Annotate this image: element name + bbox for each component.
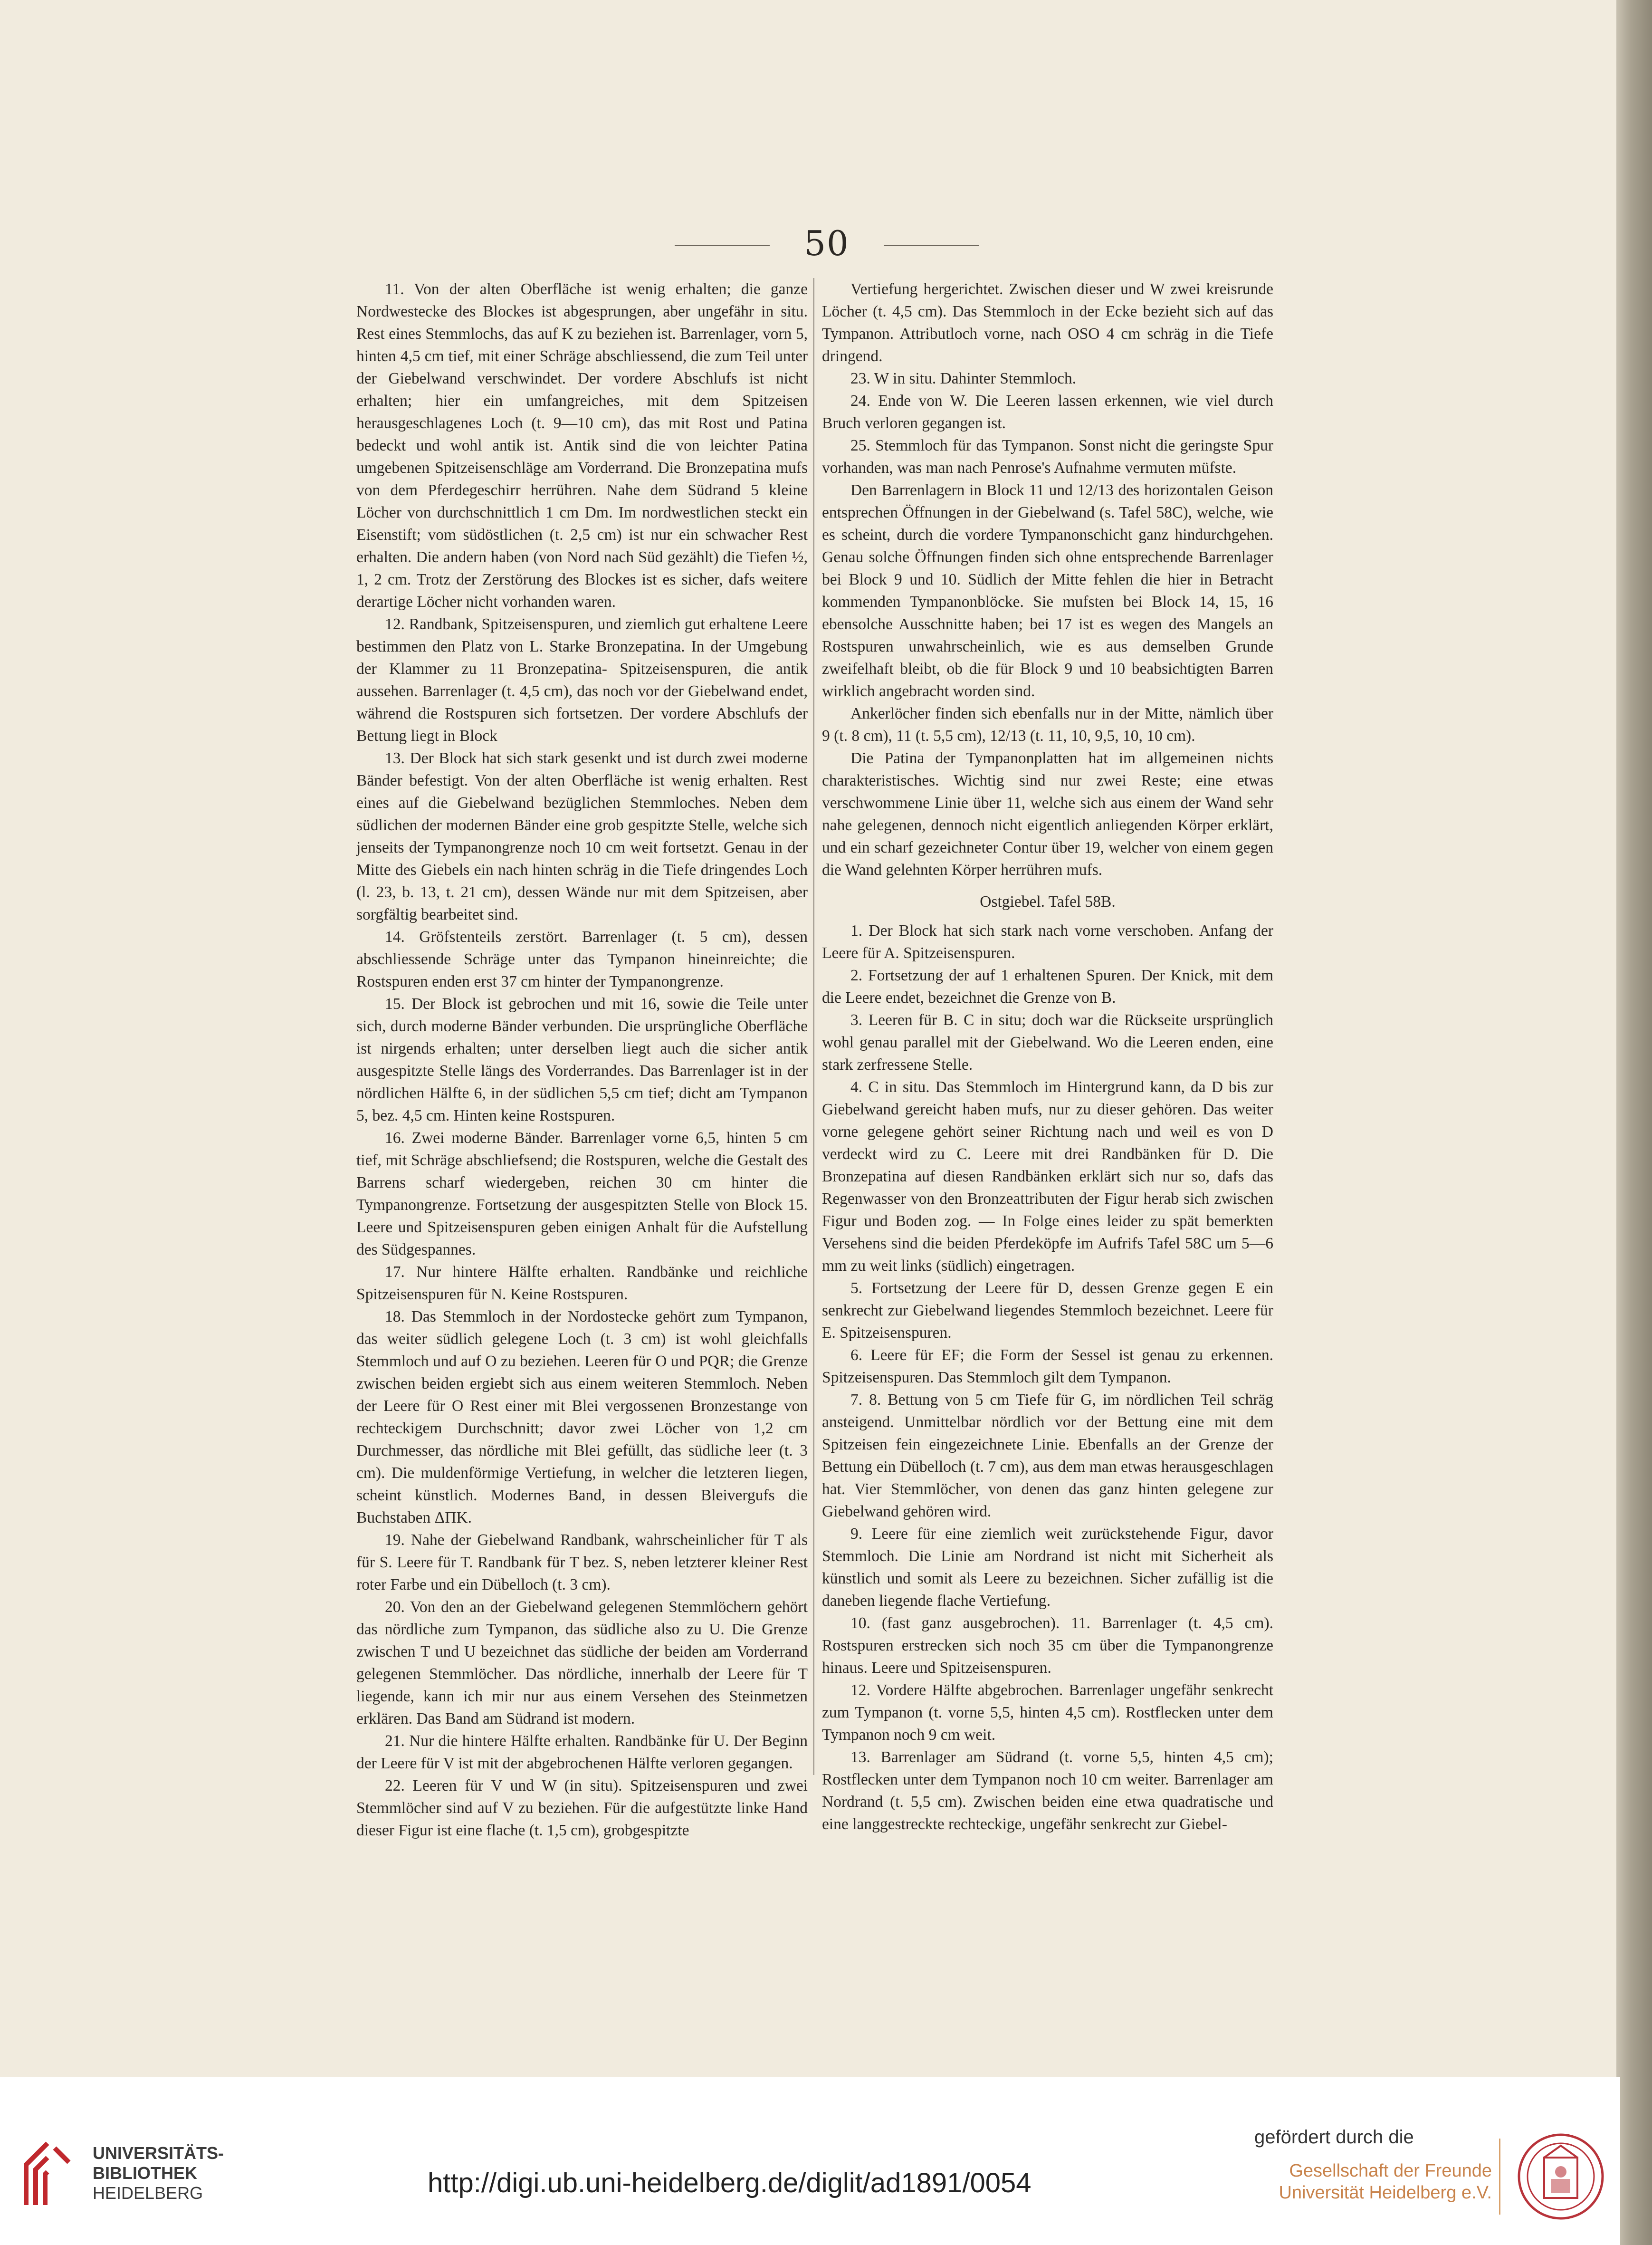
library-logo-icon <box>19 2139 76 2210</box>
paragraph: 5. Fortsetzung der Leere für D, dessen Grenze gegen E ein senkrecht zur Giebelwand liegendes Stemmloch bezeichnet. Leere für E. Spitzeisenspuren. <box>822 1279 1273 1342</box>
paragraph: 4. C in situ. Das Stemmloch im Hintergrund kann, da D bis zur Giebelwand gereicht haben mufs, nur zu dieser gehören. Das weiter vorne gelegene gehört seiner Richtung nach und weil es von D verdeckt wird zu C. Leere mit drei Randbänken für D. Die Bronzepatina auf diesen Randbänken erklärt sich nur so, dafs das Regenwasser von den Bronzeattributen der Figur herab sich zwischen Figur und Boden zog. — In Folge eines leider zu spät bemerkten Versehens sind die beiden Pferdeköpfe im Aufrifs Tafel 58C um 5—6 mm zu weit links (südlich) eingetragen. <box>822 1078 1273 1275</box>
paragraph: 23. W in situ. Dahinter Stemmloch. <box>850 370 1077 387</box>
paragraph: 13. Der Block hat sich stark gesenkt und ist durch zwei moderne Bänder befestigt. Von der alten Oberfläche ist wenig erhalten. Rest eines auf die Giebelwand bezüglichen Stemmloches. Neben dem südlichen der modernen Bänder eine grob gespitzte Stelle, welche sich jenseits der Tympanongrenze noch 10 cm weit fortsetzt. Genau in der Mitte des Giebels ein nach hinten schräg in die Tiefe dringendes Loch (l. 23, b. 13, t. 21 cm), dessen Wände nur mit dem Spitzeisen, aber sorgfältig bearbeitet sind. <box>356 749 808 923</box>
book-spine-edge <box>1616 0 1652 2245</box>
paragraph: 13. Barrenlager am Südrand (t. vorne 5,5, hinten 4,5 cm); Rostflecken unter dem Tympanon noch 10 cm weiter. Barrenlager am Nordrand (t. 5,5 cm). Zwischen beiden eine etwa quadratische und eine langgestreckte rechteckige, ungefähr senkrecht zur Giebel- <box>822 1748 1273 1833</box>
paragraph: Die Patina der Tympanonplatten hat im allgemeinen nichts charakteristisches. Wichtig sind nur zwei Reste; eine etwas verschwommene Linie über 11, welche sich aus einem der Wand sehr nahe gelegenen, dennoch nicht eigentlich anliegenden Körper erklärt, und ein scharf gezeichneter Contur über 19, welcher von einem gegen die Wand gelehnten Körper herrühren mufs. <box>822 749 1273 879</box>
sponsor-name-line1: Gesellschaft der Freunde <box>1289 2161 1492 2181</box>
sponsor-name <box>1254 2160 1492 2204</box>
university-seal-icon <box>1516 2131 1606 2222</box>
sponsor-name-line2: Universität Heidelberg e.V. <box>1279 2183 1492 2203</box>
digitization-url-link[interactable]: http://digi.ub.uni-heidelberg.de/diglit/ad1891/0054 <box>428 2168 1031 2198</box>
footer-divider <box>1499 2139 1500 2215</box>
paragraph: 19. Nahe der Giebelwand Randbank, wahrscheinlicher für T als für S. Leere für T. Randbank für T bez. S, neben letzterer kleiner Rest roter Farbe und ein Dübelloch (t. 3 cm). <box>356 1531 808 1593</box>
right-column-part-1 <box>822 278 1273 881</box>
right-column <box>822 278 1273 1835</box>
right-column-part-2 <box>822 920 1273 1835</box>
library-name <box>93 2143 245 2203</box>
paragraph: 6. Leere für EF; die Form der Sessel ist genau zu erkennen. Spitzeisenspuren. Das Stemmloch gilt dem Tympanon. <box>822 1346 1273 1386</box>
library-name-line3: HEIDELBERG <box>93 2183 203 2203</box>
paragraph: Ankerlöcher finden sich ebenfalls nur in der Mitte, nämlich über 9 (t. 8 cm), 11 (t. 5,5 cm), 12/13 (t. 11, 10, 9,5, 10, 10 cm). <box>822 705 1273 745</box>
paragraph: 9. Leere für eine ziemlich weit zurückstehende Figur, davor Stemmloch. Die Linie am Nordrand ist nicht mit Sicherheit als künstlich und somit als Leere zu bezeichnen. Sicher zufällig ist die daneben liegende flache Vertiefung. <box>822 1525 1273 1610</box>
page-number-rule-left <box>675 245 770 246</box>
paragraph: 12. Vordere Hälfte abgebrochen. Barrenlager ungefähr senkrecht zum Tympanon (t. vorne 5,5, hinten 4,5 cm). Rostflecken unter dem Tympanon noch 9 cm weit. <box>822 1681 1273 1744</box>
page-number-rule-right <box>884 245 979 246</box>
paragraph: 18. Das Stemmloch in der Nordostecke gehört zum Tympanon, das weiter südlich gelegene Loch (t. 3 cm) ist wohl gleichfalls Stemmloch und auf O zu beziehen. Leeren für O und PQR; die Grenze zwischen beiden ergiebt sich aus einem weiteren Stemmloch. Neben der Leere für O Rest einer mit Blei vergossenen Bronzestange von rechteckigem Durchschnitt; davor zwei Löcher von 1,2 cm Durchmesser, das nördliche mit Blei gefüllt, das südliche leer (t. 3 cm). Die muldenförmige Vertiefung, in welcher die letzteren liegen, scheint künstlich. Modernes Band, in dessen Bleivergufs die Buchstaben ΔΠΚ. <box>356 1308 808 1526</box>
page-number: 50 <box>804 223 850 263</box>
paragraph: 24. Ende von W. Die Leeren lassen erkennen, wie viel durch Bruch verloren gegangen ist. <box>822 392 1273 432</box>
paragraph: Den Barrenlagern in Block 11 und 12/13 des horizontalen Geison entsprechen Öffnungen in der Giebelwand (s. Tafel 58C), welche, wie es scheint, durch die vordere Tympanonschicht ganz hindurchgehen. Genau solche Öffnungen finden sich ohne entsprechende Barrenlager bei Block 9 und 10. Südlich der Mitte fehlen die hier in Betracht kommenden Tympanonblöcke. Sie mufsten bei Block 14, 15, 16 ebensolche Ausschnitte haben; bei 17 ist es wegen des Mangels an Rostspuren unwahrscheinlich, wie es aus demselben Grunde zweifelhaft bleibt, ob die für Block 9 und 10 beabsichtigten Barren wirklich angebracht worden sind. <box>822 481 1273 700</box>
paragraph: 25. Stemmloch für das Tympanon. Sonst nicht die geringste Spur vorhanden, was man nach Penrose's Aufnahme vermuten müfste. <box>822 437 1273 477</box>
section-heading-ostgiebel: Ostgiebel. Tafel 58B. <box>980 893 1116 911</box>
library-name-line2: BIBLIOTHEK <box>93 2163 197 2183</box>
footer-bar <box>0 2077 1620 2245</box>
paragraph: 11. Von der alten Oberfläche ist wenig erhalten; die ganze Nordwestecke des Blockes ist abgesprungen, aber ungefähr in situ. Rest eines Stemmlochs, das auf K zu beziehen ist. Barrenlager, vorn 5, hinten 4,5 cm tief, mit einer Schräge abschliessend, die zum Teil unter der Giebelwand verschwindet. Der vordere Abschlufs ist nicht erhalten; hier ein umfangreiches, mit dem Spitzeisen herausgeschlagenes Loch (t. 9—10 cm), das mit Rost und Patina bedeckt und wohl antik ist. Antik sind die von leichter Patina umgebenen Spitzeisenschläge am Vorderrand. Die Bronzepatina mufs von dem Pferdegeschirr herrühren. Nahe dem Südrand 5 kleine Löcher von durchschnittlich 1 cm Dm. Im nordwestlichen steckt ein Eisenstift; vom südöstlichen (t. 2,5 cm) ist nur ein schwacher Rest erhalten. Die andern haben (von Nord nach Süd gezählt) die Tiefen ½, 1, 2 cm. Trotz der Zerstörung des Blockes ist es sicher, dafs weitere derartige Löcher nicht vorhanden waren. <box>356 280 808 611</box>
paragraph: 20. Von den an der Giebelwand gelegenen Stemmlöchern gehört das nördliche zum Tympanon, das südliche also zu U. Die Grenze zwischen T und U bezeichnet das südliche der beiden am Vorderrand gelegenen Stemmlöcher. Das nördliche, innerhalb der Leere für T liegende, kann ich mir nur aus einem Versehen des Steinmetzen erklären. Das Band am Südrand ist modern. <box>356 1598 808 1727</box>
paragraph: 17. Nur hintere Hälfte erhalten. Randbänke und reichliche Spitzeisenspuren für N. Keine Rostspuren. <box>356 1263 808 1303</box>
paragraph: 14. Gröfstenteils zerstört. Barrenlager (t. 5 cm), dessen abschliessende Schräge unter das Tympanon hineinreichte; die Rostspuren enden erst 37 cm hinter der Tympanongrenze. <box>356 928 808 990</box>
paragraph: 15. Der Block ist gebrochen und mit 16, sowie die Teile unter sich, durch moderne Bänder verbunden. Die ursprüngliche Oberfläche ist nirgends erhalten; unter derselben liegt auch die sicher antik ausgespitzte Stelle längs des Vorderrandes. Das Barrenlager ist in der nördlichen Hälfte 6, in der südlichen 5,5 cm tief; dicht am Tympanon 5, bez. 4,5 cm. Hinten keine Rostspuren. <box>356 995 808 1124</box>
paragraph: 3. Leeren für B. C in situ; doch war die Rückseite ursprünglich wohl genau parallel mit der Giebelwand. Wo die Leeren enden, eine stark zerfressene Stelle. <box>822 1011 1273 1074</box>
paragraph: Vertiefung hergerichtet. Zwischen dieser und W zwei kreisrunde Löcher (t. 4,5 cm). Das Stemmloch in der Ecke bezieht sich auf das Tympanon. Attributloch vorne, nach OSO 4 cm schräg in die Tiefe dringend. <box>822 280 1273 365</box>
paragraph: 2. Fortsetzung der auf 1 erhaltenen Spuren. Der Knick, mit dem die Leere endet, bezeichnet die Grenze von B. <box>822 967 1273 1007</box>
left-column <box>356 278 808 1842</box>
paragraph: 21. Nur die hintere Hälfte erhalten. Randbänke für U. Der Beginn der Leere für V ist mit der abgebrochenen Hälfte verloren gegangen. <box>356 1732 808 1772</box>
library-name-line1: UNIVERSITÄTS- <box>93 2143 224 2163</box>
paragraph: 10. (fast ganz ausgebrochen). 11. Barrenlager (t. 4,5 cm). Rostspuren erstrecken sich noch 35 cm über die Tympanongrenze hinaus. Leere und Spitzeisenspuren. <box>822 1614 1273 1677</box>
paragraph: 22. Leeren für V und W (in situ). Spitzeisenspuren und zwei Stemmlöcher sind auf V zu beziehen. Für die aufgestützte linke Hand dieser Figur ist eine flache (t. 1,5 cm), grobgespitzte <box>356 1777 808 1839</box>
paragraph: 1. Der Block hat sich stark nach vorne verschoben. Anfang der Leere für A. Spitzeisenspuren. <box>822 922 1273 962</box>
paragraph: 12. Randbank, Spitzeisenspuren, und ziemlich gut erhaltene Leere bestimmen den Platz von L. Starke Bronzepatina. In der Umgebung der Klammer zu 11 Bronzepatina- Spitzeisenspuren, die antik aussehen. Barrenlager (t. 4,5 cm), das noch vor der Giebelwand endet, während die Rostspuren sich fortsetzen. Der vordere Abschlufs der Bettung liegt in Block <box>356 615 808 745</box>
column-divider <box>813 278 814 1775</box>
sponsor-label: gefördert durch die <box>1254 2127 1414 2148</box>
paragraph: 7. 8. Bettung von 5 cm Tiefe für G, im nördlichen Teil schräg ansteigend. Unmittelbar nördlich vor der Bettung eine mit dem Spitzeisen fein eingezeichnete Linie. Ebenfalls an der Grenze der Bettung ein Dübelloch (t. 7 cm), aus dem man etwas herausgeschlagen hat. Vier Stemmlöcher, von denen das ganz hinten gelegene zur Giebelwand gehören wird. <box>822 1391 1273 1520</box>
paragraph: 16. Zwei moderne Bänder. Barrenlager vorne 6,5, hinten 5 cm tief, mit Schräge abschliefsend; die Rostspuren, welche die Gestalt des Barrens scharf wiedergeben, reichen 30 cm hinter die Tympanongrenze. Fortsetzung der ausgespitzten Stelle von Block 15. Leere und Spitzeisenspuren geben einigen Anhalt für die Aufstellung des Südgespannes. <box>356 1129 808 1258</box>
